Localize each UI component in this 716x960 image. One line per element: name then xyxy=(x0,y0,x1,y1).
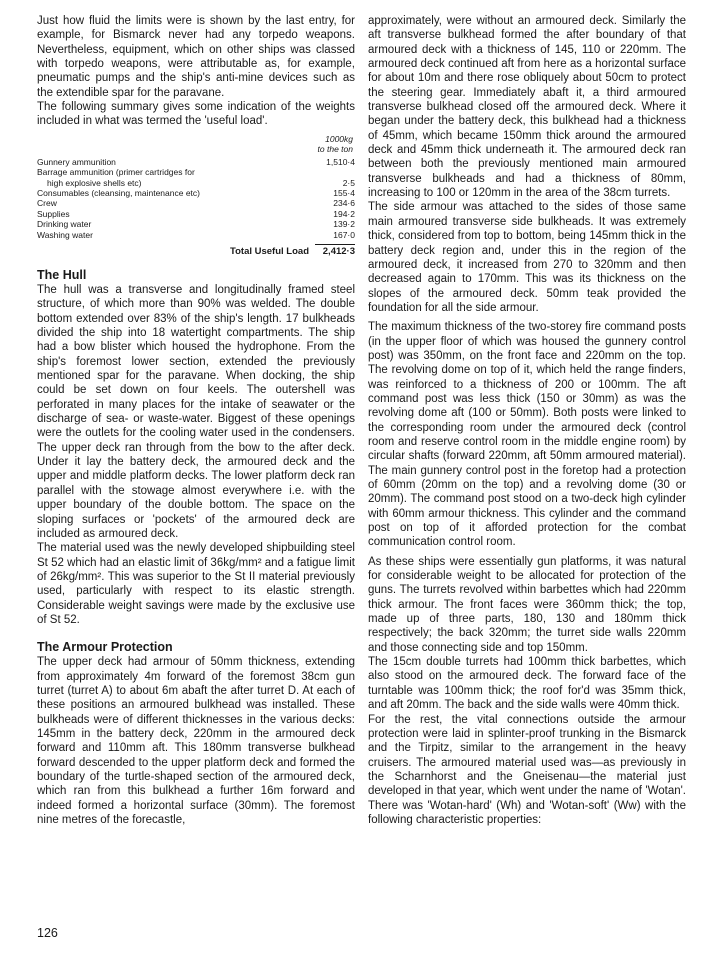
table-row xyxy=(37,178,355,188)
row-label: high explosive shells etc) xyxy=(47,177,142,188)
row-value: 194·2 xyxy=(333,208,355,219)
left-column xyxy=(37,14,355,827)
summary-paragraph: The following summary gives some indication of the weights included in what was termed the 'useful load'. xyxy=(37,101,355,128)
table-row xyxy=(37,219,355,229)
table-row xyxy=(37,230,355,240)
table-row xyxy=(37,209,355,219)
row-label: Supplies xyxy=(37,208,70,219)
intro-paragraph: Just how fluid the limits were is shown by the last entry, for example, for Bismarck never had any torpedo weapons. Nevertheless, equipment, which on other ships was classed with torpedo weapons, were attributable as, for example, pneumatic pumps and the ship's anti-mine devices such as the extendible spar for the paravane. xyxy=(37,15,355,99)
hull-heading: The Hull xyxy=(37,268,87,282)
row-value: 167·0 xyxy=(333,229,355,240)
row-value: 2·5 xyxy=(342,177,355,188)
armour-paragraph: The upper deck had armour of 50mm thickness, extending from approximately 4m forward of the foremost 38cm gun turret (turret A) to about 6m abaft the after turret D. At each of these positions an armoured bulkhead was installed. These bulkheads were of different thicknesses in the various decks: 145mm in the battery deck, 220mm in the armoured deck forward and 110mm aft. This 180mm transverse bulkhead forward descended to the upper platform deck and formed the boundary of the turtle-shaped section of the armoured deck, which ran from this bulkhead a further 16m forward and indeed formed a horizontal surface (30mm). The foremost nine metres of the forecastle, xyxy=(37,656,355,827)
row-label: Gunnery ammunition xyxy=(37,156,116,167)
side-armour-paragraph: The side armour was attached to the sides of those same main armoured transverse side bulkheads. It was extremely thick, considered from top to bottom, being 145mm thick in the battery deck region and, under this in the region of the armoured deck, it increased from 270 to 320mm and then decreased again to 170mm. This was its thickness on the slopes of the armoured deck. 50mm teak provided the foundation for all the side armour. xyxy=(368,201,686,314)
table-row xyxy=(37,167,355,177)
row-label: Washing water xyxy=(37,229,93,240)
right-column xyxy=(368,14,686,827)
table-row xyxy=(37,188,355,198)
hull-material-paragraph: The material used was the newly developed shipbuilding steel St 52 which had an elastic limit of 36kg/mm² and a fatigue limit of 26kg/mm². This was superior to the St II material previously used, particularly with respect to its elastic strength. Considerable weight savings were made by the exclusive use of St 52. xyxy=(37,542,355,626)
wotan-material-paragraph: For the rest, the vital connections outside the armour protection were laid in splinter-proof trunking in the Bismarck and the Tirpitz, similar to the arrangement in the heavy cruisers. The armoured material used was—as previously in the Scharnhorst and the Gneisenau—the material just developed in that year, which went under the name of 'Wotan'. There was 'Wotan-hard' (Wh) and 'Wotan-soft' (Ww) with the following characteristic properties: xyxy=(368,713,686,826)
row-value: 1,510·4 xyxy=(326,156,355,167)
secondary-turret-paragraph: The 15cm double turrets had 100mm thick barbettes, which also stood on the armoured deck. The forward face of the turntable was 100mm thick; the roof for'd was 35mm thick, and aft 20mm. The back and the side walls were 40mm thick. xyxy=(368,656,686,712)
row-value: 139·2 xyxy=(333,219,355,230)
deck-armour-paragraph: approximately, were without an armoured deck. Similarly the aft transverse bulkhead formed the after boundary of that armoured deck with a thickness of 145, 110 or 220mm. The armoured deck continued aft from here as a horizontal surface for about 10m and there rose obliquely about 50cm to protect the steering gear. Immediately abaft it, a third armoured transverse bulkhead closed off the armoured deck. Where it began under the battery deck, this bulkhead had a thickness of 45mm, which became 150mm thick around the armoured deck and 45mm thick underneath it. The armoured deck ran between both the previously mentioned main armoured transverse bulkheads and had a thickness of 80mm, increasing to 100 or 120mm in the area of the 38cm turrets. xyxy=(368,15,686,200)
turret-armour-paragraph: As these ships were essentially gun platforms, it was natural for considerable weight to be allocated for protection of the guns. The turrets revolved within barbettes which had 220mm thick armour. The front faces were 360mm thick; the top, made up of three parts, 180, 130 and 180mm thick respectively; the back 320mm; the turret side walls 220mm and those connecting side and top 150mm. xyxy=(368,555,686,654)
useful-load-table xyxy=(37,134,355,258)
table-row xyxy=(37,198,355,208)
total-value: 2,412·3 xyxy=(315,244,355,258)
row-label: Drinking water xyxy=(37,219,92,230)
command-post-paragraph: The maximum thickness of the two-storey fire command posts (in the upper floor of which was housed the gunnery control post) was 350mm, on the front face and 220mm on the top. The revolving dome on top of it, which held the range finders, was reinforced to a thickness of 200 or 100mm. The aft command post was less thick (150 or 30mm) as was the revolving dome aft (100 or 50mm). Both posts were linked to the corresponding room under the armoured deck (control room and reserve control room in the middle engine room) by circular shafts (forward 220mm, aft 50mm armoured material). The main gunnery control post in the foretop had a protection of 60mm (20mm on the top) and a revolving dome (30 or 20mm). The command post stood on a two-deck high cylinder with 60mm armour thickness. This cylinder and the command post on top of it afforded protection for the combat communication control room. xyxy=(368,321,686,549)
page-number: 126 xyxy=(37,926,58,940)
total-row xyxy=(37,244,355,258)
row-label: Consumables (cleansing, maintenance etc) xyxy=(37,187,201,198)
row-value: 155·4 xyxy=(333,187,355,198)
row-label: Barrage ammunition (primer cartridges for xyxy=(37,167,195,178)
table-row xyxy=(37,157,355,167)
armour-heading: The Armour Protection xyxy=(37,640,173,655)
row-label: Crew xyxy=(37,198,57,209)
row-value: 234·6 xyxy=(333,198,355,209)
hull-paragraph: The hull was a transverse and longitudinally framed steel structure, of which more than 90% was welded. The double bottom extended over 83% of the ship's length. 17 bulkheads divided the ship into 18 watertight compartments. The ship had a bow blister which housed the hydrophone. From the ship's foremost lower section, extended the previously mentioned spar for the paravane. When docking, the ship could be set down on four keels. The outershell was perforated in many places for the intake of seawater or the discharge of sea- or waste-water. Biggest of these openings were the outlets for the cooling water used in the condensers. The upper deck ran through from the bow to the after deck. Under it lay the battery deck, the armoured deck and the upper and middle platform decks. The lower platform deck ran parallel with the stowage almost everywhere i.e. with the upper boundary of the double bottom. The space on the sloping surfaces or 'pockets' of the armoured deck are included as armoured deck. xyxy=(37,284,355,540)
total-label: Total Useful Load xyxy=(230,246,309,257)
unit-label: 1000kg to the ton xyxy=(317,133,353,154)
